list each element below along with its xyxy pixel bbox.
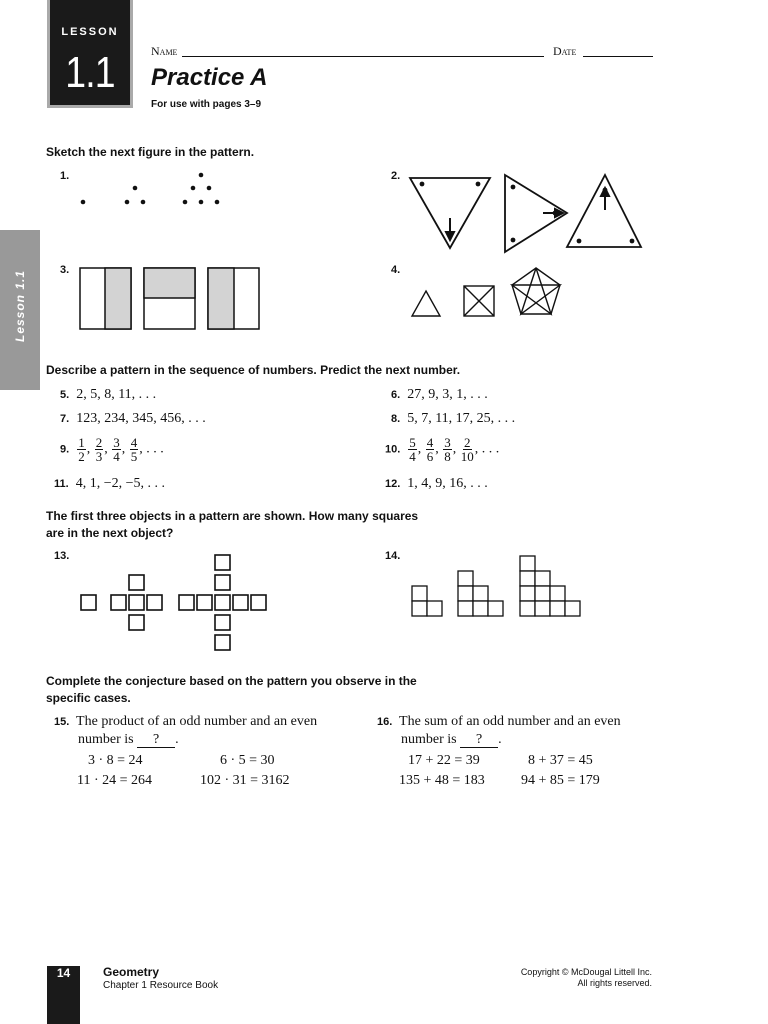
problem-3-number: 3. [60,264,70,276]
date-field-line[interactable] [583,56,653,57]
shaded-rectangles-figure [78,266,263,332]
problem-7-sequence: 123, 234, 345, 456, . . . [76,411,206,426]
page-subtitle: For use with pages 3–9 [151,99,262,110]
polygon-diagonals-figure [408,264,568,322]
problem-6-sequence: 27, 9, 3, 1, . . . [407,387,488,402]
problem-11 [54,476,165,492]
fraction: $\frac{1}{2}$ [78,435,85,464]
footer-copyright: Copyright © McDougal Littell Inc. All rights reserved. [520,967,652,988]
name-field-line[interactable] [182,56,544,57]
footer-chapter: Chapter 1 Resource Book [103,980,219,991]
answer-blank[interactable]: ? [460,733,498,748]
answer-blank[interactable]: ? [137,733,175,748]
problem-5-sequence: 2, 5, 8, 11, . . . [76,387,157,402]
lesson-number: 1.1 [65,48,115,97]
staircase-squares-figure [410,550,585,620]
problem-10-ellipsis: . . . [481,441,500,457]
date-label: Date [553,44,577,58]
problem-9-ellipsis: . . . [146,441,164,457]
problem-12 [385,476,488,492]
problem-10-number: 10. [385,443,401,456]
problem-15-number: 15. [54,716,70,728]
side-tab-label: Lesson 1.1 [13,269,27,343]
squares-instruction: The first three objects in a pattern are shown. How many squares are in the next object? [46,509,419,540]
conjecture-instruction: Complete the conjecture based on the pattern you observe in the specific cases. [46,674,417,705]
problem-2-number: 2. [391,170,401,182]
sketch-instruction: Sketch the next figure in the pattern. [46,145,255,159]
fraction: $\frac{4}{6}$ [426,435,434,464]
rotating-triangles-figure [405,170,645,255]
problem-15: 15. The product of an odd number and an even number is ? . [54,714,318,747]
problem-8-number: 8. [391,413,401,425]
fraction: $\frac{3}{8}$ [444,435,451,464]
cross-squares-figure [78,550,270,660]
fraction: $\frac{2}{3}$ [95,435,103,464]
describe-instruction: Describe a pattern in the sequence of numbers. Predict the next number. [46,363,461,377]
fraction: $\frac{2}{10}$ [460,435,474,464]
page-number: 14 [56,966,71,980]
fraction: $\frac{3}{4}$ [113,435,120,464]
problem-5-number: 5. [60,389,70,401]
problem-6-number: 6. [391,389,401,401]
page-title: Practice A [151,64,268,91]
problem-9-number: 9. [60,443,70,456]
problem-16: 16. The sum of an odd number and an even number is ? . [377,714,621,747]
footer-book-title: Geometry [103,965,160,979]
problem-8 [391,411,515,427]
problem-11-sequence: 4, 1, −2, −5, . . . [75,476,165,491]
dot-pattern-figure [70,166,230,216]
problem-11-number: 11. [54,478,69,490]
problem-14-number: 14. [385,550,401,562]
problem-5 [60,387,156,403]
problem-13-number: 13. [54,550,70,562]
problem-7-number: 7. [60,413,70,425]
problem-8-sequence: 5, 7, 11, 17, 25, . . . [407,411,516,426]
problem-12-sequence: 1, 4, 9, 16, . . . [407,476,488,491]
fraction: $\frac{5}{4}$ [409,435,416,464]
lesson-label: LESSON [61,26,119,38]
problem-1-number: 1. [60,170,70,182]
name-label: Name [151,44,178,58]
problem-6 [391,387,488,403]
problem-12-number: 12. [385,478,401,490]
fraction: $\frac{4}{5}$ [130,435,138,464]
problem-9: 9. $\frac{1}{2}$ , $\frac{2}{3}$ , $\frac{3}{4}$ , $\frac{4}{5}$ , . . . [60,435,164,464]
problem-7 [60,411,206,427]
problem-16-number: 16. [377,716,393,728]
problem-4-number: 4. [391,264,401,276]
problem-10: 10. $\frac{5}{4}$ , $\frac{4}{6}$ , $\frac{3}{8}$ , $\frac{2}{10}$ , . . . [385,435,500,464]
